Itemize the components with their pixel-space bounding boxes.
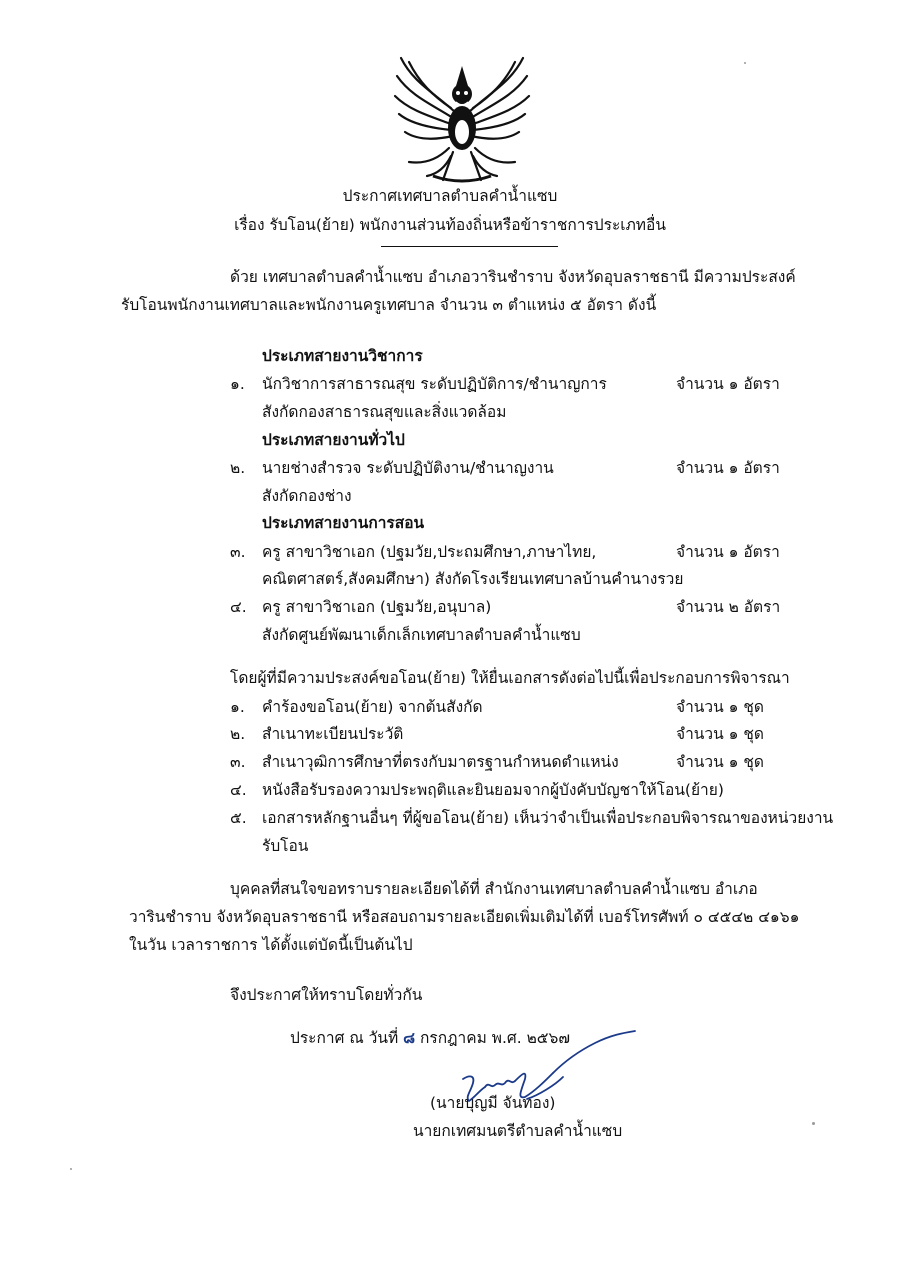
document-count: จำนวน ๑ ชุด xyxy=(676,698,764,716)
signatory-title: นายกเทศมนตรีตำบลคำน้ำแซบ xyxy=(413,1122,623,1140)
position-department: สังกัดศูนย์พัฒนาเด็กเล็กเทศบาลตำบลคำน้ำแซบ xyxy=(262,626,581,644)
documents-intro: โดยผู้ที่มีความประสงค์ขอโอน(ย้าย) ให้ยื่นเอกสารดังต่อไปนี้เพื่อประกอบการพิจารณา xyxy=(230,669,790,687)
scan-speck xyxy=(812,1122,815,1125)
category-teaching: ประเภทสายงานการสอน xyxy=(262,514,425,532)
position-number: ๑. xyxy=(230,375,245,393)
document-item: สำเนาทะเบียนประวัติ xyxy=(262,725,404,743)
contact-line-3: ในวัน เวลาราชการ ได้ตั้งแต่บัดนี้เป็นต้นไป xyxy=(129,936,413,954)
position-department: สังกัดกองสาธารณสุขและสิ่งแวดล้อม xyxy=(262,403,507,421)
position-number: ๓. xyxy=(230,543,246,561)
position-title: ครู สาขาวิชาเอก (ปฐมวัย,ประถมศึกษา,ภาษาไทย, xyxy=(262,543,597,561)
title-divider xyxy=(381,246,558,247)
document-number: ๔. xyxy=(230,781,247,799)
position-title: ครู สาขาวิชาเอก (ปฐมวัย,อนุบาล) xyxy=(262,598,492,616)
position-department: สังกัดกองช่าง xyxy=(262,487,352,505)
document-number: ๑. xyxy=(230,698,245,716)
position-count: จำนวน ๑ อัตรา xyxy=(676,459,780,477)
position-count: จำนวน ๒ อัตรา xyxy=(676,598,781,616)
date-month-year: กรกฎาคม พ.ศ. ๒๕๖๗ xyxy=(420,1029,571,1047)
position-count: จำนวน ๑ อัตรา xyxy=(676,375,780,393)
category-general: ประเภทสายงานทั่วไป xyxy=(262,431,405,449)
document-number: ๓. xyxy=(230,753,246,771)
intro-line-1: ด้วย เทศบาลตำบลคำน้ำแซบ อำเภอวารินชำราบ จังหวัดอุบลราชธานี มีความประสงค์ xyxy=(230,268,796,286)
document-item: สำเนาวุฒิการศึกษาที่ตรงกับมาตรฐานกำหนดตำแหน่ง xyxy=(262,753,619,771)
position-number: ๔. xyxy=(230,598,247,616)
intro-line-2: รับโอนพนักงานเทศบาลและพนักงานครูเทศบาล จำนวน ๓ ตำแหน่ง ๕ อัตรา ดังนี้ xyxy=(121,296,657,314)
contact-line-2: วารินชำราบ จังหวัดอุบลราชธานี หรือสอบถามรายละเอียดเพิ่มเติมได้ที่ เบอร์โทรศัพท์ ๐ ๔๕๔๒ ๔๑๖๑ xyxy=(129,908,800,926)
scan-speck xyxy=(744,62,746,64)
document-count: จำนวน ๑ ชุด xyxy=(676,753,764,771)
closing-statement: จึงประกาศให้ทราบโดยทั่วกัน xyxy=(230,986,423,1004)
date-day: ๘ xyxy=(403,1029,416,1047)
position-title: นักวิชาการสาธารณสุข ระดับปฏิบัติการ/ชำนาญการ xyxy=(262,375,607,393)
position-title: นายช่างสำรวจ ระดับปฏิบัติงาน/ชำนาญงาน xyxy=(262,459,554,477)
document-item: เอกสารหลักฐานอื่นๆ ที่ผู้ขอโอน(ย้าย) เห็นว่าจำเป็นเพื่อประกอบพิจารณาของหน่วยงาน xyxy=(262,809,834,827)
document-item: คำร้องขอโอน(ย้าย) จากต้นสังกัด xyxy=(262,698,483,716)
document-item-continued: รับโอน xyxy=(262,837,309,855)
garuda-emblem-icon xyxy=(393,52,531,186)
announcement-subject: เรื่อง รับโอน(ย้าย) พนักงานส่วนท้องถิ่นหรือข้าราชการประเภทอื่น xyxy=(234,216,666,234)
position-count: จำนวน ๑ อัตรา xyxy=(676,543,780,561)
announcement-org: ประกาศเทศบาลตำบลคำน้ำแซบ xyxy=(342,187,558,205)
position-number: ๒. xyxy=(230,459,246,477)
contact-line-1: บุคคลที่สนใจขอทราบรายละเอียดได้ที่ สำนักงานเทศบาลตำบลคำน้ำแซบ อำเภอ xyxy=(230,880,758,898)
document-count: จำนวน ๑ ชุด xyxy=(676,725,764,743)
document-item: หนังสือรับรองความประพฤติและยินยอมจากผู้บังคับบัญชาให้โอน(ย้าย) xyxy=(262,781,724,799)
document-number: ๒. xyxy=(230,725,246,743)
scan-speck xyxy=(70,1168,72,1170)
position-department: คณิตศาสตร์,สังคมศึกษา) สังกัดโรงเรียนเทศบาลบ้านคำนางรวย xyxy=(262,570,684,588)
date-prefix: ประกาศ ณ วันที่ xyxy=(290,1029,399,1047)
document-number: ๕. xyxy=(230,809,247,827)
signatory-name: (นายบุญมี จันทอง) xyxy=(430,1094,556,1112)
category-academic: ประเภทสายงานวิชาการ xyxy=(262,347,423,365)
